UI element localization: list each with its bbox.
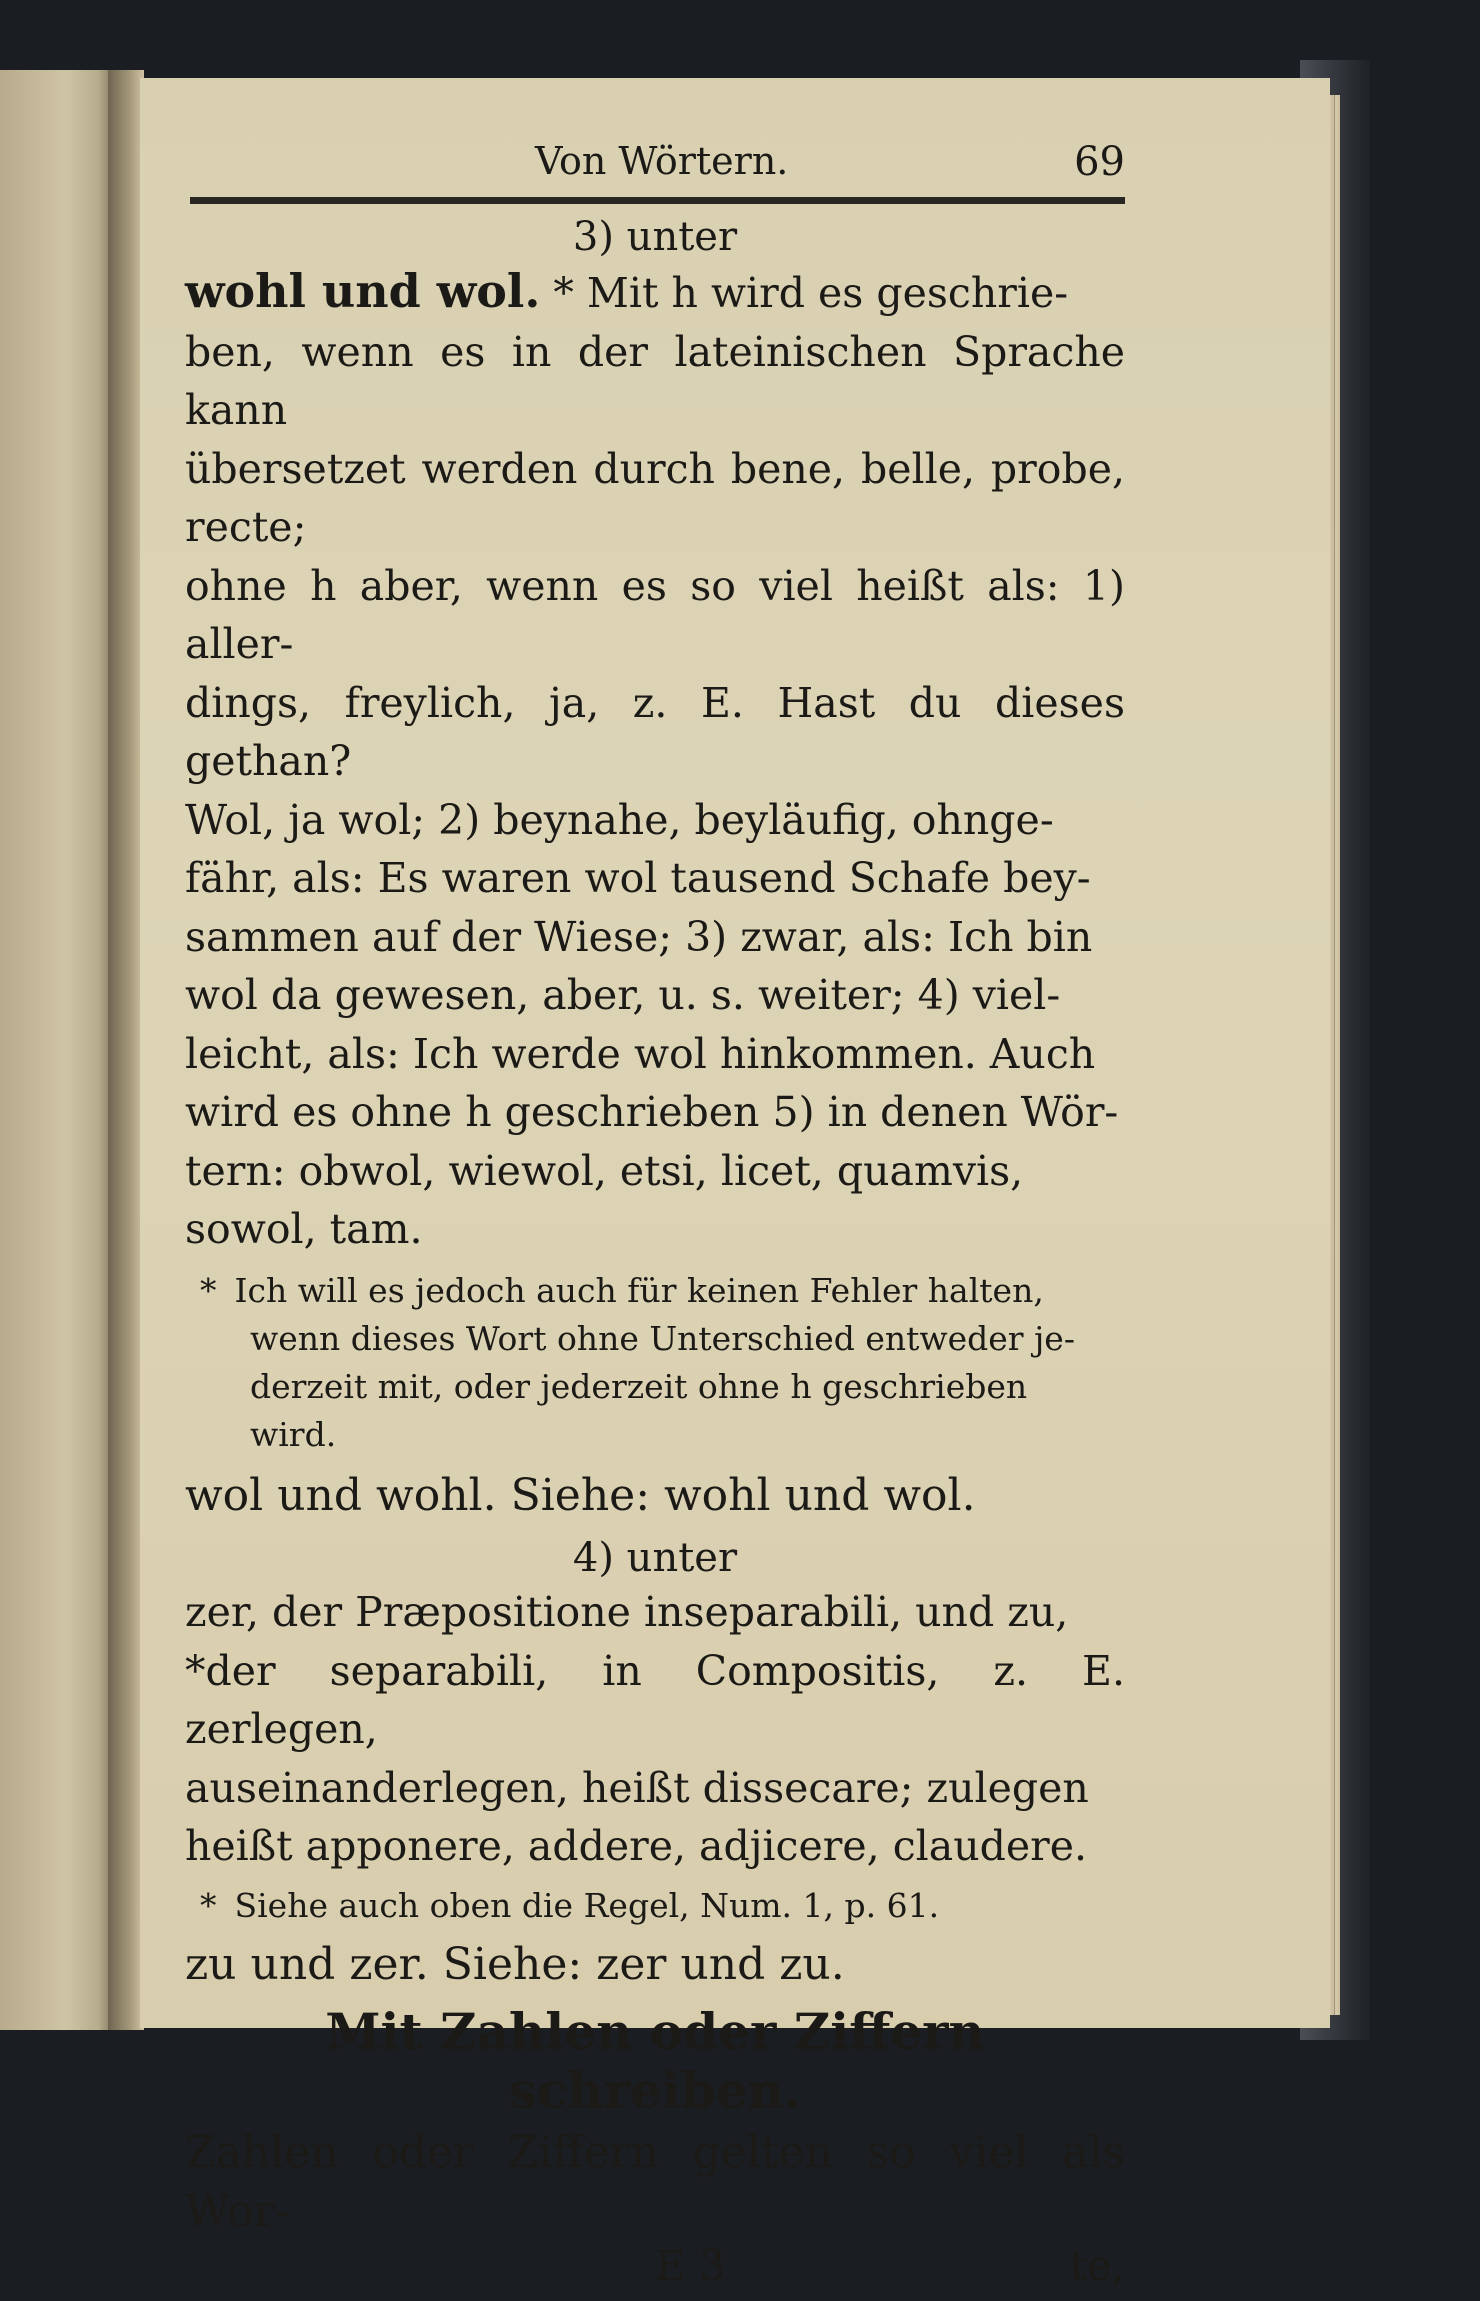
section-3-body xyxy=(185,262,1125,1259)
book-gutter xyxy=(108,70,144,2030)
body-line: ben, wenn es in der lateinischen Sprache kann xyxy=(185,327,1125,434)
cross-ref-line: wol und wohl. Siehe: wohl und wol. xyxy=(185,1469,976,1521)
section-4-cross-reference xyxy=(185,1936,1125,1995)
body-line: übersetzet werden durch bene, belle, probe, recte; xyxy=(185,444,1125,551)
footnote-line: wenn dieses Wort ohne Unterschied entweder je- xyxy=(250,1318,1075,1358)
section-4-footnote xyxy=(185,1882,1125,1930)
body-line: zer, der Præpositione inseparabili, und zu, xyxy=(185,1588,1069,1636)
body-line: auseinanderlegen, heißt dissecare; zulegen xyxy=(185,1763,1089,1812)
body-line: Zahlen oder Ziffern gelten so viel als Wor- xyxy=(185,2127,1125,2237)
body-line: wohl und wol. * Mit h wird es geschrie- xyxy=(185,264,1069,318)
body-line: heißt apponere, addere, adjicere, claudere. xyxy=(185,1822,1088,1870)
section-3-footnote xyxy=(185,1267,1125,1459)
cross-ref-line: zu und zer. Siehe: zer und zu. xyxy=(185,1938,845,1990)
page-footer xyxy=(185,2241,1125,2301)
previous-page xyxy=(0,70,120,2030)
section-5-heading: Mit Zahlen oder Ziffern schreiben. xyxy=(325,2002,985,2120)
section-4-heading: 4) unter xyxy=(572,1535,738,1581)
body-line: Wol, ja wol; 2) beynahe, beyläufig, ohnge- xyxy=(185,795,1054,844)
body-line: dings, freylich, ja, z. E. Hast du dieses gethan? xyxy=(185,678,1125,785)
footnote-marker: * xyxy=(200,1885,217,1925)
signature-mark: E 3 xyxy=(655,2241,726,2290)
catchword: te, xyxy=(1069,2241,1125,2290)
entry-head: wohl und wol. xyxy=(185,264,541,318)
footnote-line: * Siehe auch oben die Regel, Num. 1, p. 61. xyxy=(200,1885,940,1925)
body-line: sowol, tam. xyxy=(185,1205,423,1253)
body-line: leicht, als: Ich werde wol hinkommen. Auch xyxy=(185,1029,1096,1078)
page-number: 69 xyxy=(1074,139,1125,185)
body-line: tern: obwol, wiewol, etsi, licet, quamvis, xyxy=(185,1146,1024,1195)
body-line: sammen auf der Wiese; 3) zwar, als: Ich bin xyxy=(185,912,1093,961)
running-header xyxy=(185,125,1125,195)
body-line: wird es ohne h geschrieben 5) in denen Wör- xyxy=(185,1088,1119,1136)
footnote-marker: * xyxy=(200,1270,217,1310)
section-5-body xyxy=(185,2124,1125,2241)
header-rule xyxy=(190,197,1125,204)
footnote-line: derzeit mit, oder jederzeit ohne h geschrieben xyxy=(250,1366,1028,1406)
running-title: Von Wörtern. xyxy=(535,139,789,183)
body-line: *der separabili, in Compositis, z. E. zerlegen, xyxy=(185,1646,1125,1753)
body-line: ohne h aber, wenn es so viel heißt als: 1) aller- xyxy=(185,561,1125,668)
body-line: wol da gewesen, aber, u. s. weiter; 4) viel- xyxy=(185,971,1061,1019)
body-line: fähr, als: Es waren wol tausend Schafe bey- xyxy=(185,854,1091,902)
page-text xyxy=(185,125,1125,2301)
section-3-heading: 3) unter xyxy=(572,214,738,260)
section-4-body xyxy=(185,1583,1125,1876)
section-3-cross-reference xyxy=(185,1467,1125,1526)
footnote-line: wird. xyxy=(250,1414,337,1454)
footnote-line: * Ich will es jedoch auch für keinen Fehler halten, xyxy=(200,1270,1044,1310)
